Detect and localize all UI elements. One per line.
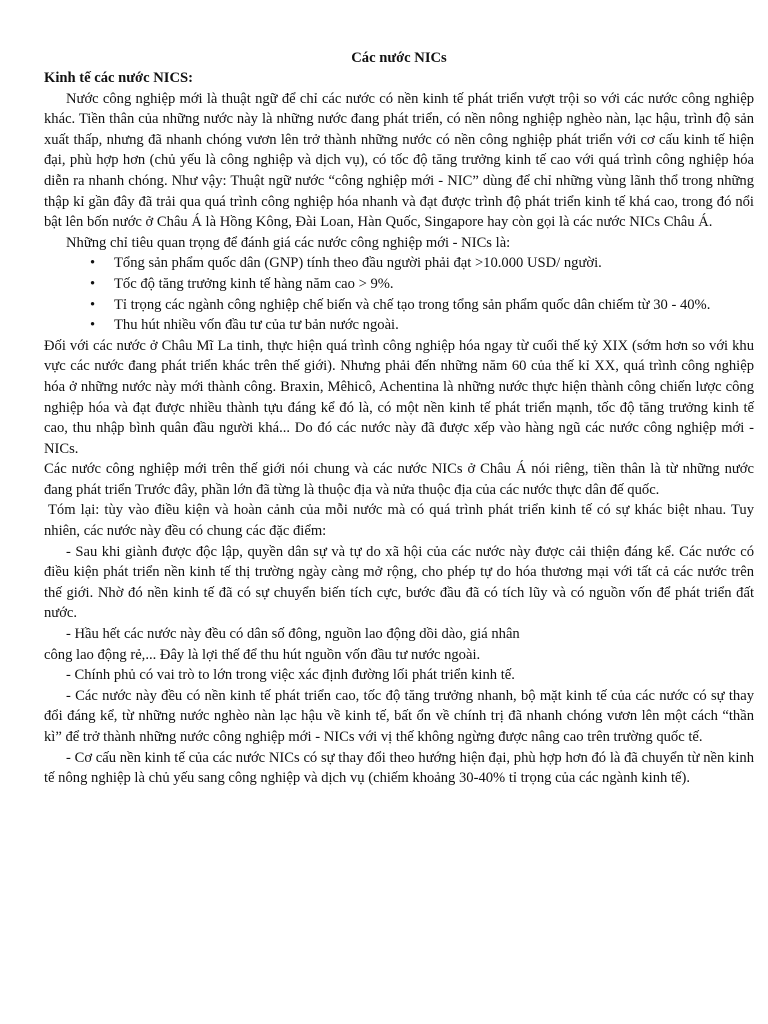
latin-america-paragraph: Đối với các nước ở Châu Mĩ La tinh, thực hiện quá trình công nghiệp hóa ngay từ cuối thế kỷ XIX (sớm hơn so với khu vực các nước đang phát triển khác trên thế giới). Nhưng phải đến những năm 60 của thế kỉ XX, quá trình công nghiệp hóa ở những nước này mới thành công. Braxin, Mêhicô, Achentina là những nước thực hiện thành công chiến lược công nghiệp hóa và đạt được nhiều thành tựu đáng kể đó là, có một nền kinh tế phát triển mạnh, tốc độ tăng trưởng kinh tế cao, thu nhập bình quân đầu người khá... Do đó các nước này đã được xếp vào hàng ngũ các nước công nghiệp mới - NICs.	[44, 337, 754, 457]
section-heading: Kinh tế các nước NICS:	[44, 70, 193, 86]
characteristic-growth: - Các nước này đều có nền kinh tế phát triển cao, tốc độ tăng trưởng nhanh, bộ mặt kinh tế của các nước có sự thay đổi đáng kể, từ những nước nghèo nàn lạc hậu về kinh tế, bất ổn về chính trị đã nhanh chóng vươn lên một cách “thần kì” để trở thành những nước công nghiệp mới - NICs với vị thế không ngừng được nâng cao trên trường quốc tế.	[44, 687, 754, 745]
criteria-intro: Những chỉ tiêu quan trọng để đánh giá các nước công nghiệp mới - NICs là:	[66, 234, 511, 251]
characteristic-independence: - Sau khi giành được độc lập, quyền dân sự và tự do xã hội của các nước này được cải thiện đáng kể. Các nước có điều kiện phát triển nền kinh tế thị trường ngày càng mở rộng, cho phép tự do hóa thương mại với tất cả các nước trên thế giới. Nhờ đó nền kinh tế đã có sự chuyển biến tích cực, bước đầu đã có tích lũy và có nguồn vốn để phát triển đất nước.	[44, 543, 754, 622]
characteristic-structure: - Cơ cấu nền kinh tế của các nước NICs có sự thay đổi theo hướng hiện đại, phù hợp hơn đó là đã chuyển từ nền kinh tế nông nghiệp là chủ yếu sang công nghiệp và dịch vụ (chiếm khoảng 30-40% tỉ trọng của các ngành kinh tế).	[44, 749, 754, 787]
document-title: Các nước NICs	[351, 50, 447, 66]
characteristic-government: - Chính phủ có vai trò to lớn trong việc xác định đường lối phát triển kinh tế.	[66, 667, 515, 684]
criteria-list	[44, 253, 754, 335]
criteria-item-investment: • Thu hút nhiều vốn đầu tư của tư bản nước ngoài.	[114, 315, 754, 336]
criteria-item-industry-share: • Tỉ trọng các ngành công nghiệp chế biến và chế tạo trong tổng sản phẩm quốc dân chiếm từ 30 - 40%.	[114, 295, 754, 316]
characteristic-population-continued: công lao động rẻ,... Đây là lợi thế để thu hút nguồn vốn đầu tư nước ngoài.	[44, 646, 481, 663]
criteria-item-growth: • Tốc độ tăng trưởng kinh tế hàng năm cao > 9%.	[114, 274, 754, 295]
intro-paragraph: Nước công nghiệp mới là thuật ngữ để chỉ các nước có nền kinh tế phát triển vượt trội so với các nước công nghiệp khác. Tiền thân của những nước này là những nước đang phát triển, có nền nông nghiệp nghèo nàn, lạc hậu, trình độ sản xuất thấp, nhưng đã nhanh chóng vươn lên trở thành những nước có nền công nghiệp phát triển với cơ cấu kinh tế hiện đại, phù hợp hơn (chủ yếu là công nghiệp và dịch vụ), có tốc độ tăng trưởng kinh tế cao với quá trình công nghiệp hóa diễn ra nhanh chóng. Như vậy: Thuật ngữ nước “công nghiệp mới - NIC” dùng để chỉ những vùng lãnh thổ trong những thập kỉ gần đây đã trải qua quá trình công nghiệp hóa nhanh và đạt được trình độ phát triển kinh tế khá cao, trong đó nổi bật lên bốn nước ở Châu Á là Hồng Kông, Đài Loan, Hàn Quốc, Singapore hay còn gọi là các nước NICs Châu Á.	[44, 90, 754, 231]
summary-paragraph: Tóm lại: tùy vào điều kiện và hoàn cảnh của mỗi nước mà có quá trình phát triển kinh tế có sự khác biệt nhau. Tuy nhiên, các nước này đều có chung các đặc điểm:	[44, 502, 754, 540]
characteristic-population: - Hầu hết các nước này đều có dân số đông, nguồn lao động dồi dào, giá nhân	[66, 626, 520, 643]
criteria-item-gnp: • Tổng sản phẩm quốc dân (GNP) tính theo đầu người phải đạt >10.000 USD/ người.	[114, 253, 754, 274]
document-page	[44, 48, 754, 789]
origin-paragraph: Các nước công nghiệp mới trên thế giới nói chung và các nước NICs ở Châu Á nói riêng, tiền thân là từ những nước đang phát triển Trước đây, phần lớn đã từng là thuộc địa và nửa thuộc địa của các nước thực dân đế quốc.	[44, 461, 754, 498]
